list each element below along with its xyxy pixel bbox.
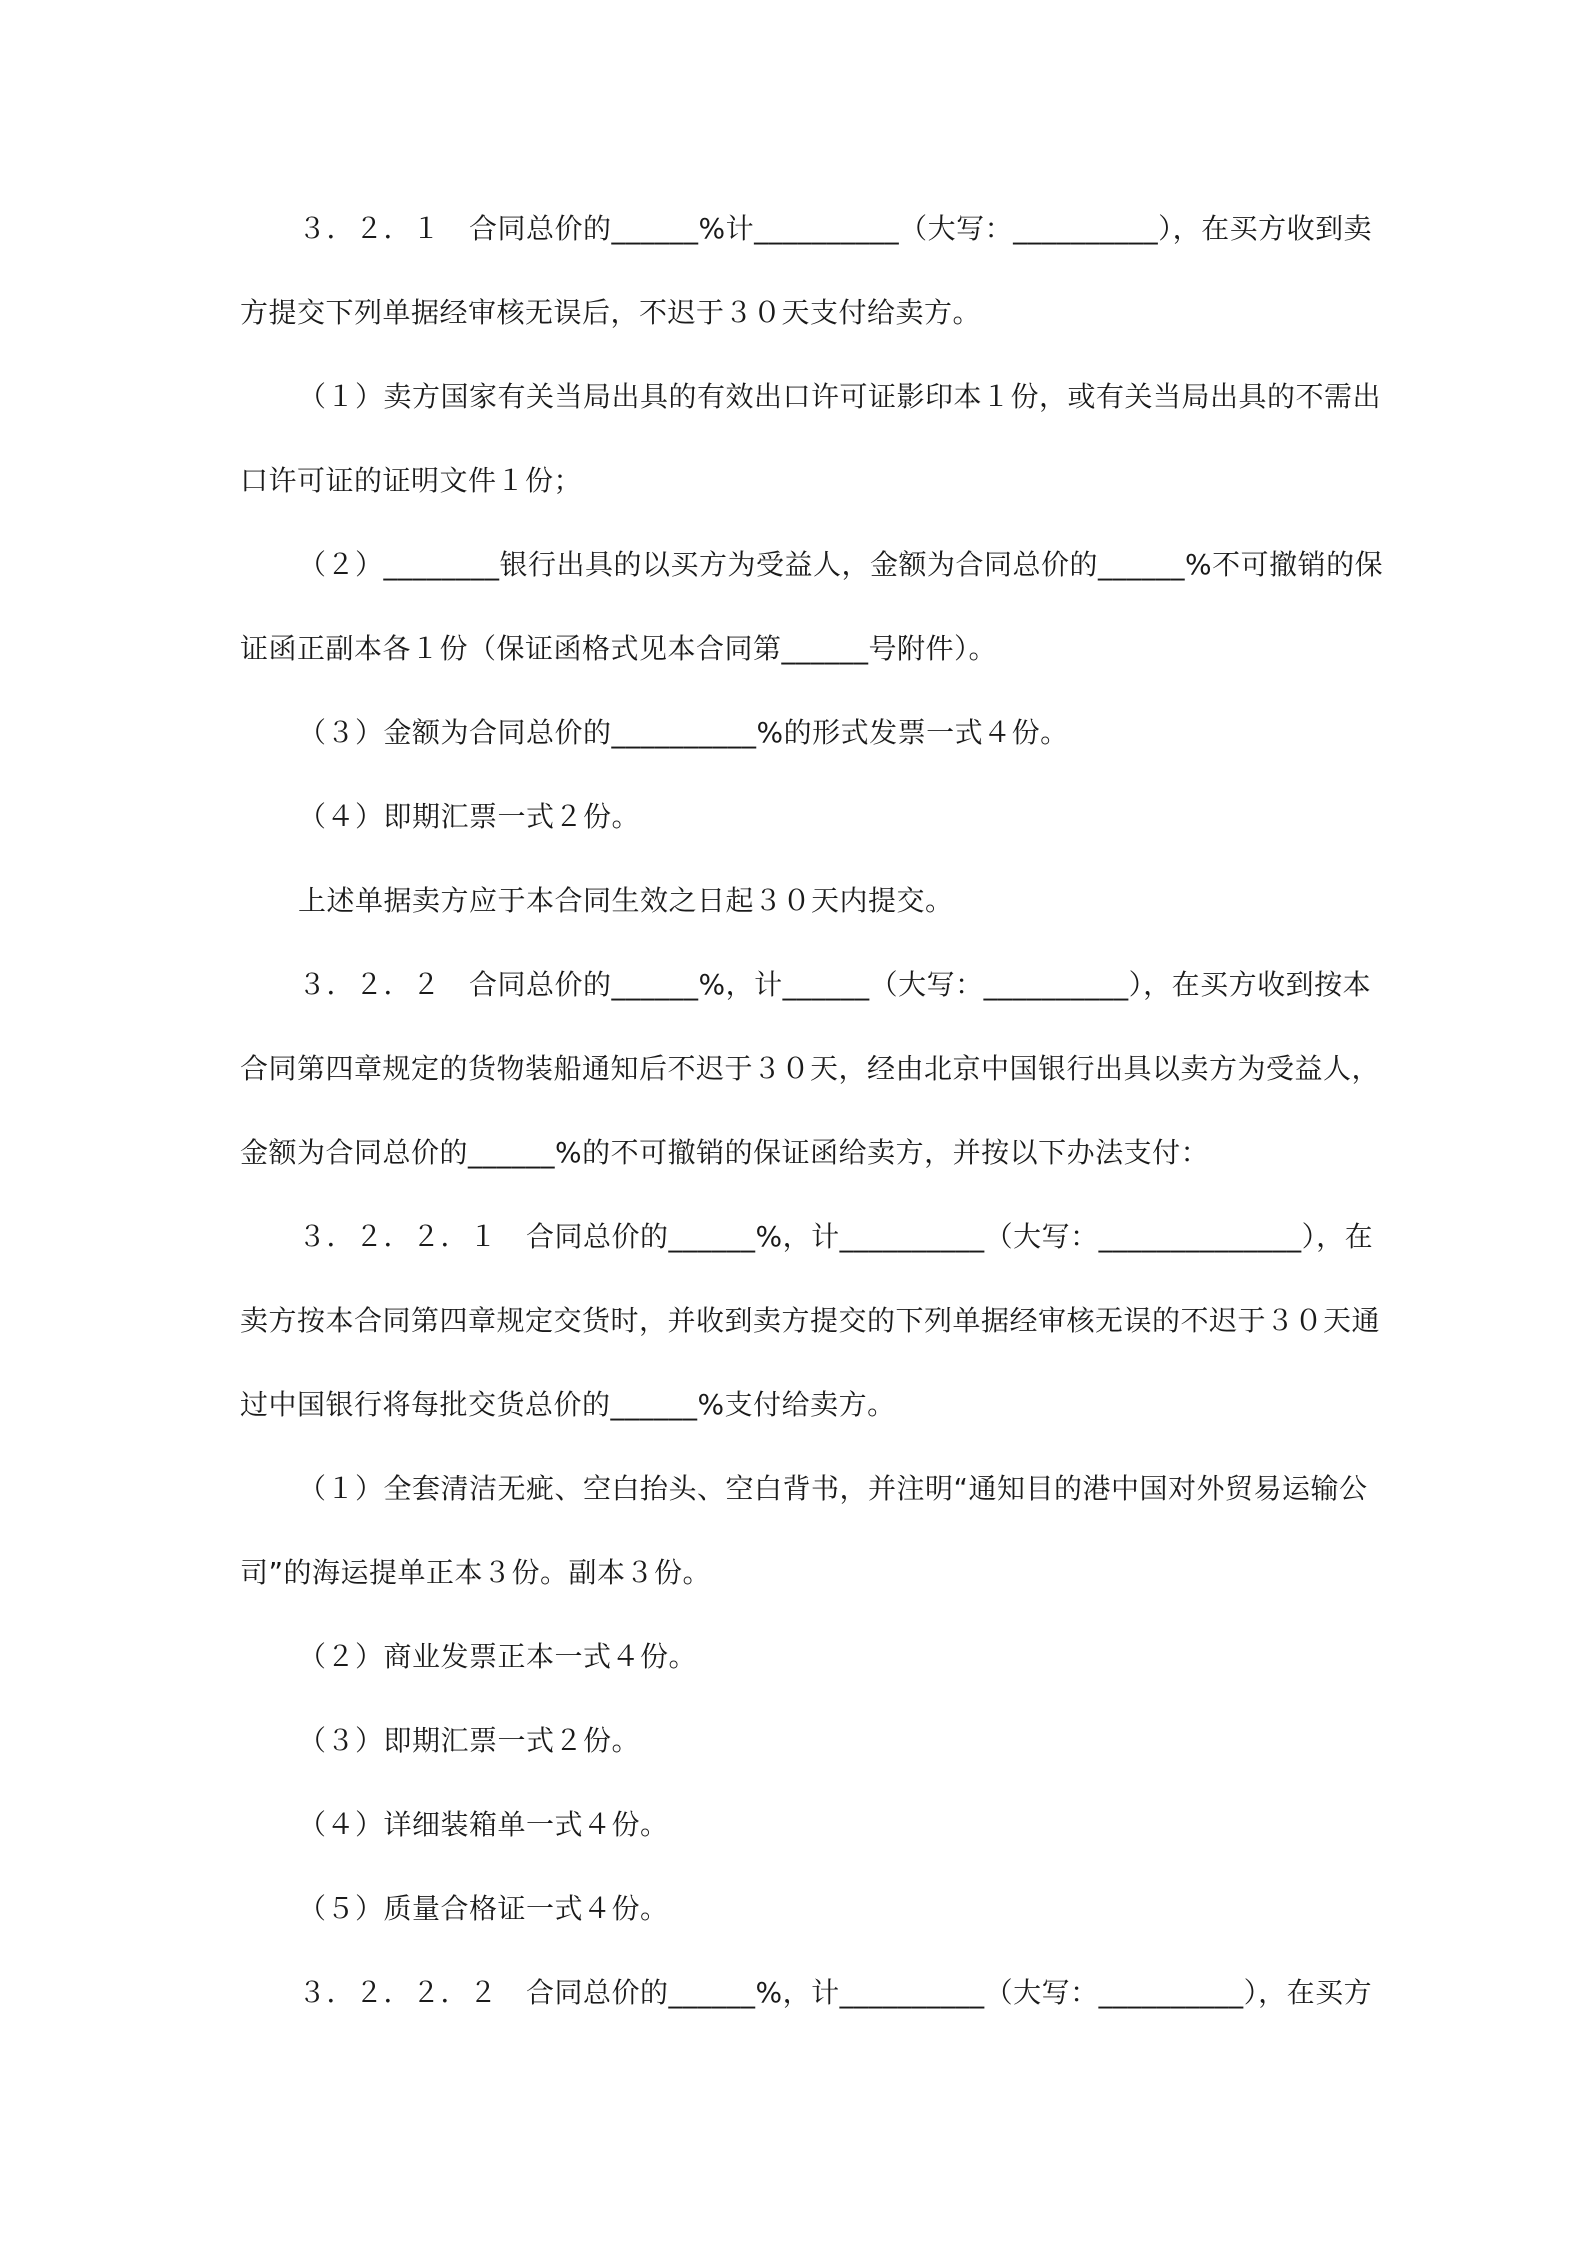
clause-3-2-2-1-line-1: ３．２．２．１ 合同总价的______%，计__________（大写：______________），在 [298,1220,1374,1253]
doc-item-3-line: （３）即期汇票一式２份。 [298,1724,641,1757]
clause-3-2-1-line-1: ３．２．１ 合同总价的______%计__________（大写：__________），在买方收到卖 [298,212,1373,245]
doc-item-1-line-1: （１）全套清洁无疵、空白抬头、空白背书，并注明“通知目的港中国对外贸易运输公 [298,1472,1368,1505]
item-3-line: （３）金额为合同总价的__________%的形式发票一式４份。 [298,716,1069,749]
clause-3-2-2-2-line-1: ３．２．２．２ 合同总价的______%，计__________（大写：__________），在买方 [298,1976,1373,2009]
item-1-line-1: （１）卖方国家有关当局出具的有效出口许可证影印本１份，或有关当局出具的不需出 [298,380,1382,413]
item-2-line-1: （２）________银行出具的以买方为受益人，金额为合同总价的______%不可撤销的保 [298,548,1384,581]
item-4-line: （４）即期汇票一式２份。 [298,800,641,833]
item-2-line-2: 证函正副本各１份（保证函格式见本合同第______号附件）。 [240,632,998,665]
item-1-line-2: 口许可证的证明文件１份； [240,464,583,497]
clause-3-2-2-1-line-3: 过中国银行将每批交货总价的______%支付给卖方。 [240,1388,896,1421]
submission-note-line: 上述单据卖方应于本合同生效之日起３０天内提交。 [298,884,954,917]
doc-item-5-line: （５）质量合格证一式４份。 [298,1892,669,1925]
doc-item-2-line: （２）商业发票正本一式４份。 [298,1640,698,1673]
clause-3-2-2-line-1: ３．２．２ 合同总价的______%，计______（大写：__________），在买方收到按本 [298,968,1372,1001]
doc-item-1-line-2: 司”的海运提单正本３份。副本３份。 [240,1556,712,1589]
doc-item-4-line: （４）详细装箱单一式４份。 [298,1808,669,1841]
clause-3-2-2-1-line-2: 卖方按本合同第四章规定交货时，并收到卖方提交的下列单据经审核无误的不迟于３０天通 [240,1304,1381,1337]
clause-3-2-2-line-3: 金额为合同总价的______%的不可撤销的保证函给卖方，并按以下办法支付： [240,1136,1210,1169]
clause-3-2-2-line-2: 合同第四章规定的货物装船通知后不迟于３０天，经由北京中国银行出具以卖方为受益人， [240,1052,1381,1085]
clause-3-2-1-line-2: 方提交下列单据经审核无误后，不迟于３０天支付给卖方。 [240,296,982,329]
